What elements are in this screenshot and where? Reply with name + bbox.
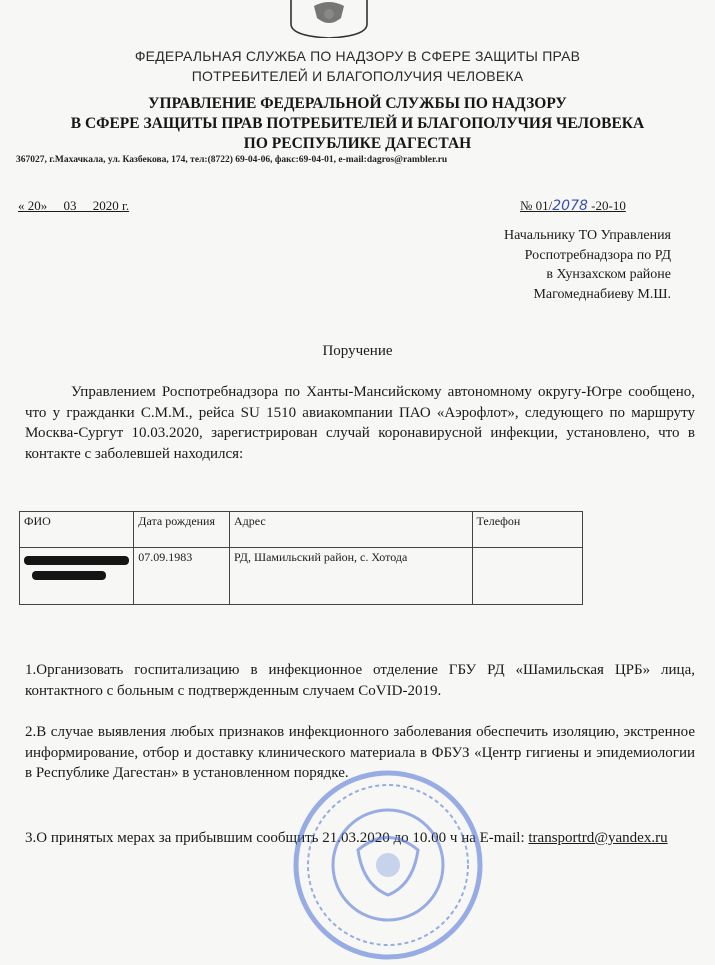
recipient-line: в Хунзахском районе xyxy=(546,267,671,282)
column-header: ФИО xyxy=(20,512,134,548)
column-header: Телефон xyxy=(472,512,583,548)
number-suffix: -20-10 xyxy=(587,198,626,213)
redaction-bar xyxy=(32,571,106,580)
document-number xyxy=(520,198,626,214)
office-line-2: В СФЕРЕ ЗАЩИТЫ ПРАВ ПОТРЕБИТЕЛЕЙ И БЛАГОПОЛУЧИЯ ЧЕЛОВЕКА xyxy=(70,115,645,132)
redaction-bar xyxy=(24,556,129,565)
table-header-row xyxy=(20,512,583,548)
office-line-1: УПРАВЛЕНИЕ ФЕДЕРАЛЬНОЙ СЛУЖБЫ ПО НАДЗОРУ xyxy=(148,95,567,112)
table-row xyxy=(20,548,583,605)
instruction-item-2: 2.В случае выявления любых признаков инфекционного заболевания обеспечить изоляцию, экстренное информирование, отбор и доставку клинического материала в ФБУЗ «Центр гигиены и эпидемиологии в Республике Дагестан» в установленном порядке. xyxy=(25,724,695,781)
recipient-line: Магомеднабиеву М.Ш. xyxy=(533,286,671,302)
coat-of-arms-icon xyxy=(289,0,369,38)
intro-paragraph: Управлением Роспотребнадзора по Ханты-Мансийскому автономному округу-Югре сообщено, что у гражданки С.М.М., рейса SU 1510 авиакомпании ПАО «Аэрофлот», следующего по маршруту Москва-Сургут 10.03.2020, зарегистрирован случай коронавирусной инфекции, установлено, что в контакте с заболевшей находился: xyxy=(25,384,695,462)
recipient-block xyxy=(504,226,671,304)
recipient-line: Начальнику ТО Управления xyxy=(503,228,671,243)
office-line-3: ПО РЕСПУБЛИКЕ ДАГЕСТАН xyxy=(243,135,472,152)
official-seal-icon xyxy=(288,765,488,965)
column-header: Адрес xyxy=(230,512,473,548)
contacts-table xyxy=(19,511,583,605)
handwritten-number: 2078 xyxy=(552,198,588,214)
instruction-item-3-text: 3.О принятых мерах за прибывшим сообщить 21.03.2020 до 10.00 ч на E-mail: xyxy=(25,830,525,846)
name-cell xyxy=(20,548,134,605)
agency-line-2: ПОТРЕБИТЕЛЕЙ И БЛАГОПОЛУЧИЯ ЧЕЛОВЕКА xyxy=(191,68,524,84)
number-prefix: № 01/ xyxy=(520,198,553,213)
column-header: Дата рождения xyxy=(134,512,230,548)
document-title: Поручение xyxy=(322,343,393,359)
birth-date-cell: 07.09.1983 xyxy=(134,548,230,605)
phone-cell xyxy=(472,548,583,605)
address-cell: РД, Шамильский район, с. Хотода xyxy=(230,548,473,605)
office-address: 367027, г.Махачкала, ул. Казбекова, 174, тел:(8722) 69-04-06, факс:69-04-01, e-mail:dagros@rambler.ru xyxy=(16,155,448,165)
email-link[interactable]: transportrd@yandex.ru xyxy=(528,830,668,846)
document-date: « 20» 03 2020 г. xyxy=(18,198,130,213)
instruction-item-1: 1.Организовать госпитализацию в инфекционное отделение ГБУ РД «Шамильская ЦРБ» лица, контактного с больным с подтвержденным случаем CoVID-2019. xyxy=(25,662,695,699)
recipient-line: Роспотребнадзора по РД xyxy=(524,247,671,263)
agency-line-1: ФЕДЕРАЛЬНАЯ СЛУЖБА ПО НАДЗОРУ В СФЕРЕ ЗАЩИТЫ ПРАВ xyxy=(134,48,581,64)
